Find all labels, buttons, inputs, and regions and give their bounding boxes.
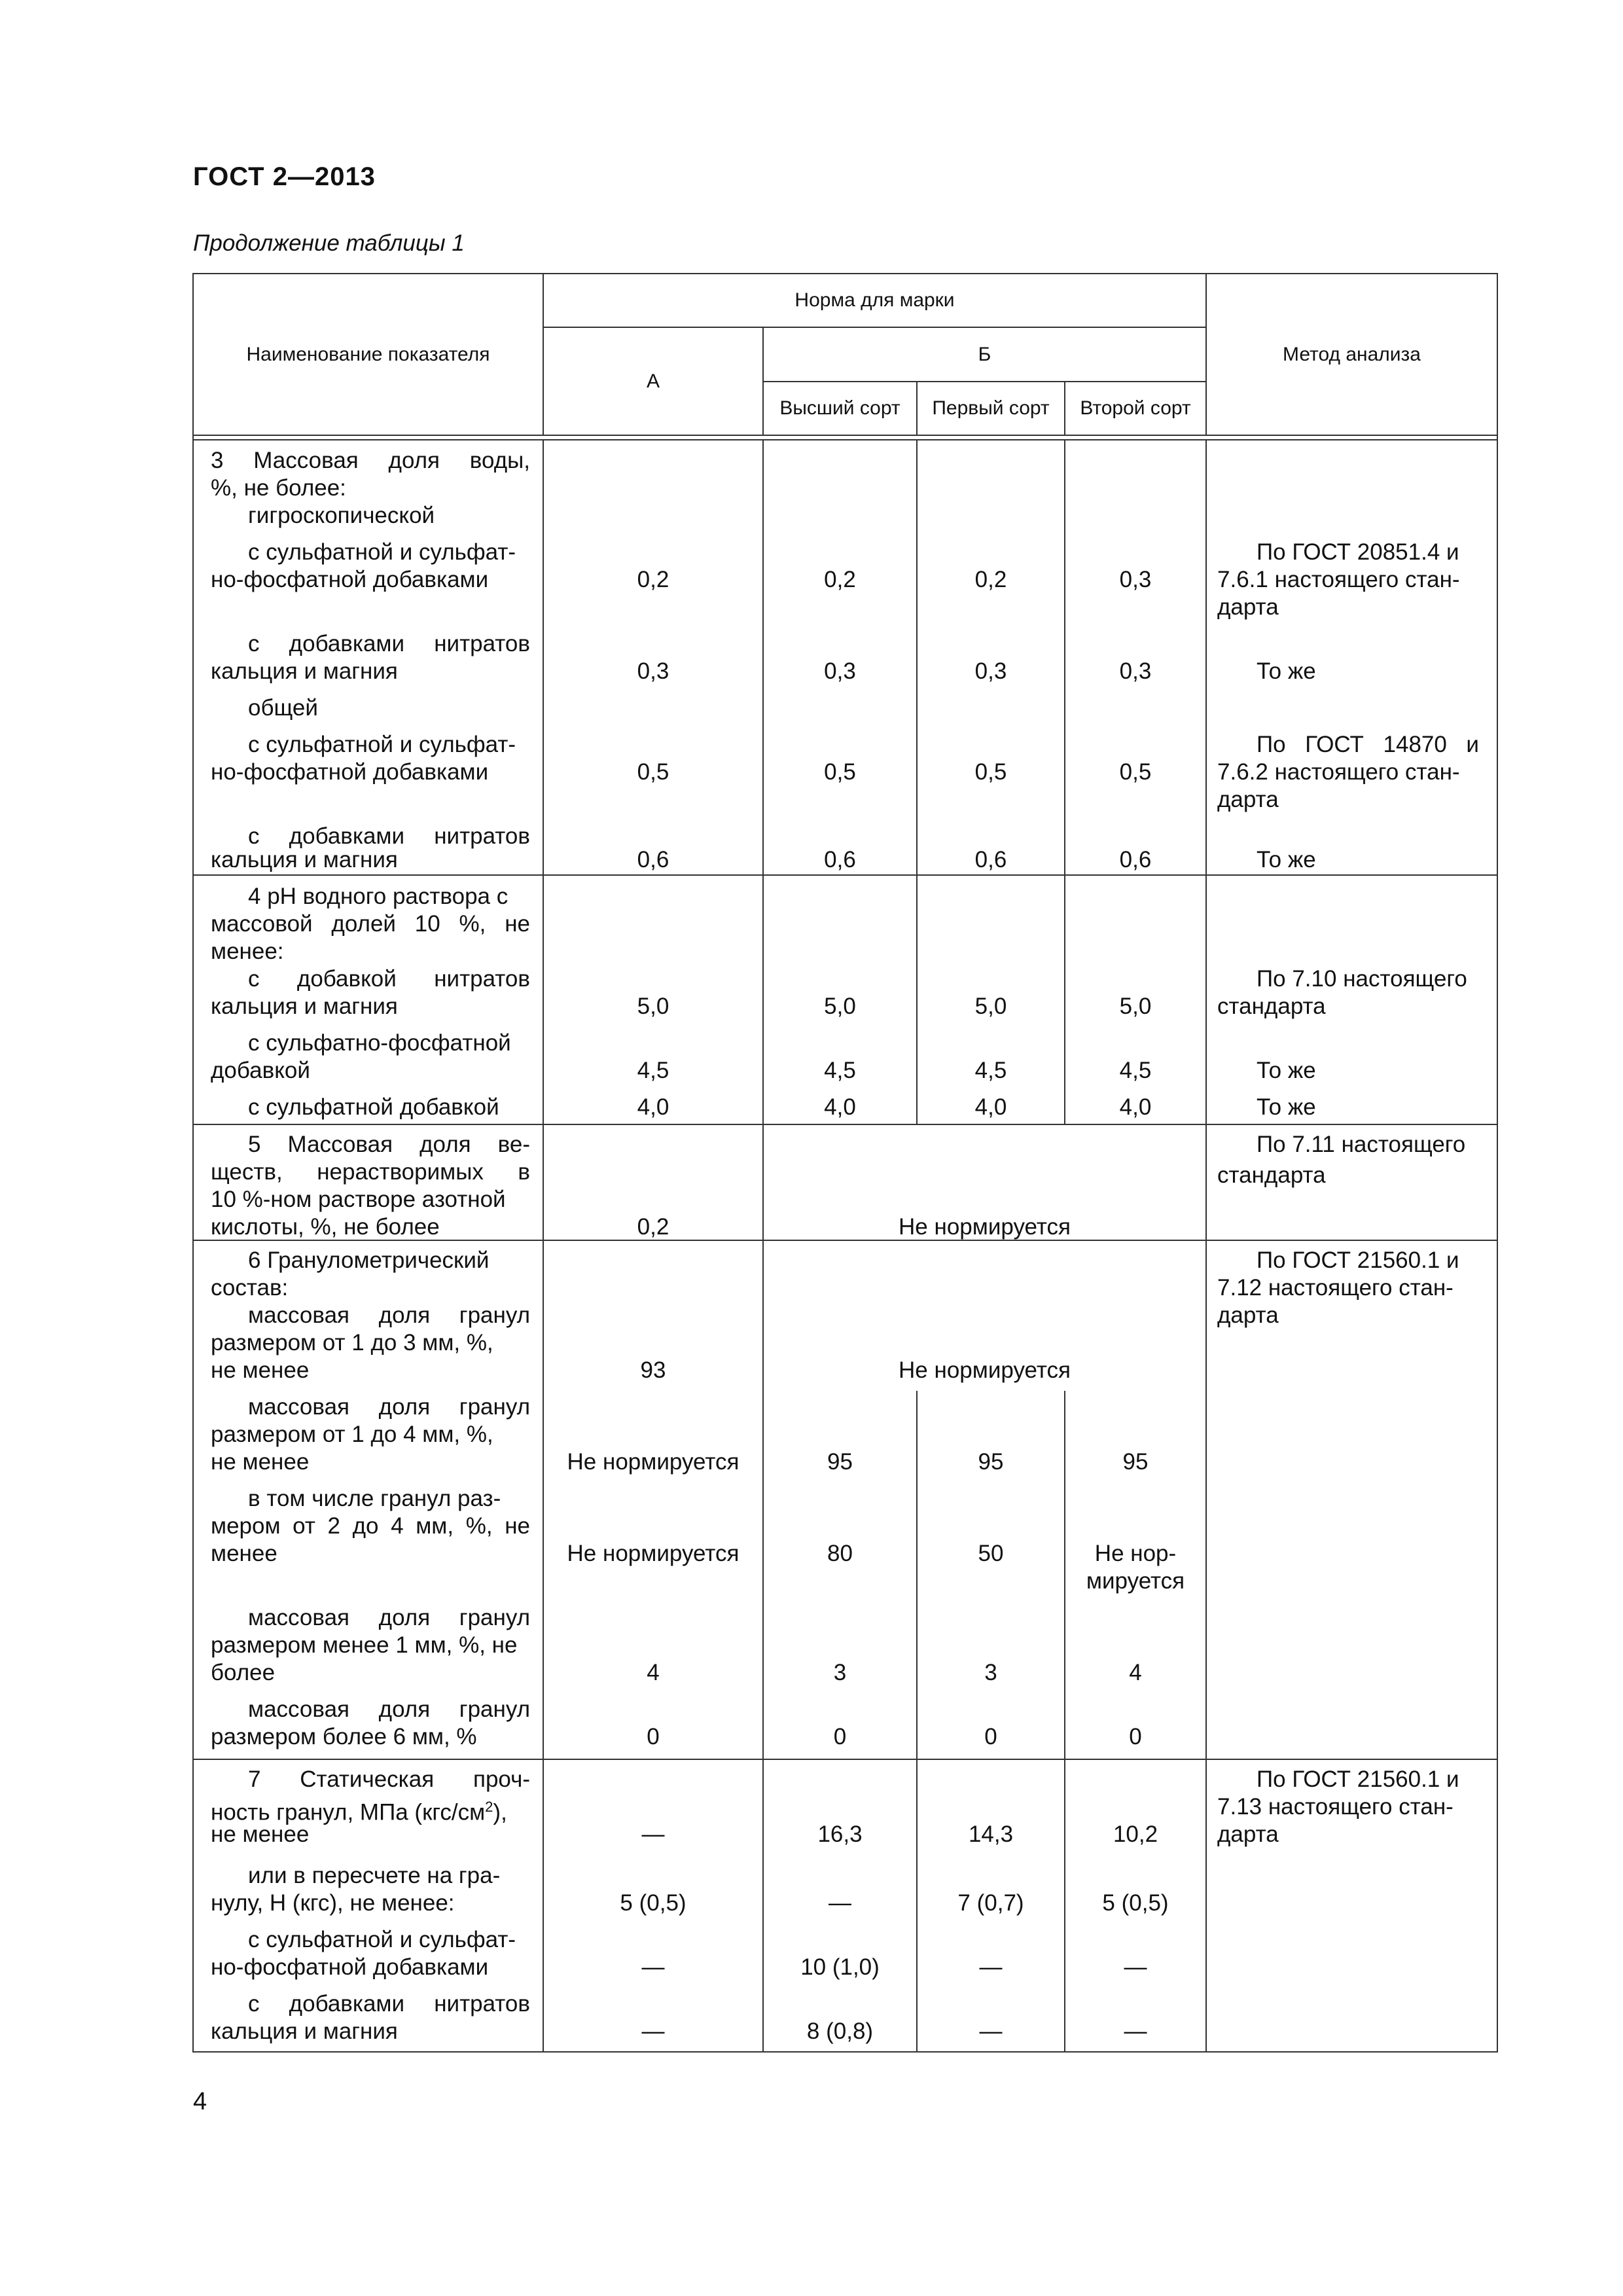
indicator-sub: или в пересчете на гра- <box>248 1863 501 1888</box>
indicator-sub: более <box>211 1660 276 1685</box>
method-cell: По ГОСТ 20851.4 и <box>1257 539 1459 565</box>
indicator-sub: но-фосфатной добавками <box>211 567 489 592</box>
indicator-name-part: ), <box>493 1799 507 1825</box>
method-cell: По 7.11 настоящего <box>1257 1132 1466 1157</box>
value-cell: 95 <box>978 1449 1004 1475</box>
value-cell: — <box>641 1954 665 1980</box>
value-cell: 50 <box>978 1541 1004 1566</box>
value-cell: 5,0 <box>637 994 669 1019</box>
indicator-sub: размером менее 1 мм, %, не <box>211 1632 518 1658</box>
value-cell: 16,3 <box>817 1821 863 1847</box>
value-cell: 0 <box>647 1724 660 1749</box>
method-cell: То же <box>1257 847 1316 872</box>
indicator-sub: нулу, Н (кгс), не менее: <box>211 1890 455 1916</box>
value-cell: 4,5 <box>824 1058 856 1083</box>
value-cell: 0,2 <box>637 567 669 592</box>
value-cell: мируется <box>1086 1568 1185 1594</box>
indicator-sub: но-фосфатной добавками <box>211 1954 489 1980</box>
indicator-sub: в том числе гранул раз- <box>248 1486 501 1511</box>
header-method: Метод анализа <box>1283 344 1421 365</box>
value-cell: — <box>979 2018 1003 2044</box>
value-cell: 8 (0,8) <box>806 2018 874 2044</box>
value-cell: 95 <box>827 1449 853 1475</box>
indicator-name: 5 Массовая доля ве- <box>248 1132 530 1157</box>
method-cell: По ГОСТ 14870 и <box>1257 732 1479 757</box>
value-cell: 0,6 <box>824 847 856 872</box>
superscript: 2 <box>485 1799 493 1815</box>
indicator-sub: с сульфатной добавкой <box>248 1094 499 1120</box>
value-cell: 0,3 <box>824 658 856 684</box>
indicator-sub: менее <box>211 1541 277 1566</box>
value-cell: 3 <box>984 1660 997 1685</box>
indicator-sub: массовая доля гранул <box>248 1302 530 1328</box>
indicator-sub: с добавками нитратов <box>248 631 530 656</box>
table-continuation-caption: Продолжение таблицы 1 <box>193 230 465 256</box>
value-cell: 0,6 <box>637 847 669 872</box>
method-cell: дарта <box>1217 1302 1279 1328</box>
indicator-name: не менее <box>211 1821 310 1847</box>
value-cell: 0,2 <box>824 567 856 592</box>
value-cell: 0,5 <box>1119 759 1152 785</box>
value-cell: 7 (0,7) <box>957 1890 1024 1916</box>
indicator-name: менее: <box>211 939 284 964</box>
value-cell: 5 (0,5) <box>1102 1890 1169 1916</box>
value-cell: 0,3 <box>1119 567 1152 592</box>
indicator-sub: общей <box>248 695 318 721</box>
method-cell: По ГОСТ 21560.1 и <box>1257 1767 1459 1792</box>
value-cell: 80 <box>827 1541 853 1566</box>
value-cell: 0 <box>984 1724 997 1749</box>
indicator-sub: с сульфатной и сульфат- <box>248 539 516 565</box>
standard-header: ГОСТ 2—2013 <box>193 162 376 191</box>
method-cell: 7.12 настоящего стан- <box>1217 1275 1454 1300</box>
method-cell: дарта <box>1217 1821 1279 1847</box>
method-cell: То же <box>1257 1094 1316 1120</box>
value-cell: 0,3 <box>637 658 669 684</box>
indicator-sub: с сульфатно-фосфатной <box>248 1030 511 1056</box>
indicator-sub: кальция и магния <box>211 847 398 872</box>
value-cell: Не нор- <box>1094 1541 1177 1566</box>
method-cell: дарта <box>1217 594 1279 620</box>
value-cell: 5,0 <box>824 994 856 1019</box>
method-cell: стандарта <box>1217 994 1326 1019</box>
indicator-sub: массовая доля гранул <box>248 1696 530 1722</box>
value-cell: 93 <box>640 1357 666 1383</box>
indicator-name: 7 Статическая проч- <box>248 1767 530 1792</box>
indicator-name: кислоты, %, не более <box>211 1214 440 1240</box>
method-cell: 7.13 настоящего стан- <box>1217 1794 1454 1820</box>
header-name-column: Наименование показателя <box>246 344 490 365</box>
value-cell: 95 <box>1122 1449 1149 1475</box>
value-cell: 0,2 <box>637 1214 669 1240</box>
value-cell: 4,5 <box>974 1058 1007 1083</box>
page-number: 4 <box>193 2088 207 2115</box>
method-cell: То же <box>1257 658 1316 684</box>
value-cell: 5,0 <box>1119 994 1152 1019</box>
value-cell: 0,6 <box>1119 847 1152 872</box>
indicator-sub: не менее <box>211 1449 310 1475</box>
value-cell: 4,0 <box>824 1094 856 1120</box>
value-cell: 4,5 <box>1119 1058 1152 1083</box>
value-cell: 0,5 <box>824 759 856 785</box>
value-cell: — <box>979 1954 1003 1980</box>
value-cell: 4 <box>1129 1660 1142 1685</box>
value-cell: 4,0 <box>974 1094 1007 1120</box>
value-cell: 3 <box>833 1660 847 1685</box>
indicator-sub: размером от 1 до 3 мм, %, <box>211 1330 493 1355</box>
value-cell: — <box>1124 1954 1147 1980</box>
method-cell: По 7.10 настоящего <box>1257 966 1467 992</box>
value-cell: Не нормируется <box>899 1357 1071 1383</box>
indicator-sub: мером от 2 до 4 мм, %, не <box>211 1513 530 1539</box>
indicator-sub: размером от 1 до 4 мм, %, <box>211 1422 493 1447</box>
header-grade-1: Высший сорт <box>779 397 901 419</box>
value-cell: 4,0 <box>637 1094 669 1120</box>
value-cell: Не нормируется <box>567 1541 740 1566</box>
indicator-sub: кальция и магния <box>211 994 398 1019</box>
indicator-sub: но-фосфатной добавками <box>211 759 489 785</box>
indicator-name: 10 %-ном растворе азотной <box>211 1187 506 1212</box>
indicator-sub: кальция и магния <box>211 658 398 684</box>
indicator-name: 6 Гранулометрический <box>248 1247 490 1273</box>
header-mark-a: А <box>646 370 660 392</box>
indicator-sub: размером более 6 мм, % <box>211 1724 477 1749</box>
value-cell: 0,5 <box>637 759 669 785</box>
value-cell: 10,2 <box>1113 1821 1158 1847</box>
indicator-sub: добавкой <box>211 1058 310 1083</box>
header-grade-3: Второй сорт <box>1080 397 1191 419</box>
value-cell: Не нормируется <box>899 1214 1071 1240</box>
value-cell: 5,0 <box>974 994 1007 1019</box>
value-cell: — <box>829 1890 851 1916</box>
indicator-sub: гигроскопической <box>248 503 435 528</box>
value-cell: 10 (1,0) <box>800 1954 880 1980</box>
indicator-sub: с сульфатной и сульфат- <box>248 732 516 757</box>
method-cell: стандарта <box>1217 1162 1326 1188</box>
value-cell: 0,2 <box>974 567 1007 592</box>
value-cell: 4,5 <box>637 1058 669 1083</box>
indicator-name: 3 Массовая доля воды, <box>211 448 530 473</box>
indicator-sub: массовая доля гранул <box>248 1605 530 1630</box>
value-cell: 4 <box>647 1660 660 1685</box>
value-cell: 5 (0,5) <box>620 1890 687 1916</box>
value-cell: 0 <box>1129 1724 1142 1749</box>
value-cell: 4,0 <box>1119 1094 1152 1120</box>
indicator-name: ществ, нерастворимых в <box>211 1159 530 1185</box>
indicator-sub: не менее <box>211 1357 310 1383</box>
header-norm: Норма для марки <box>794 289 955 311</box>
value-cell: 0 <box>833 1724 847 1749</box>
indicator-name: массовой долей 10 %, не <box>211 911 530 937</box>
value-cell: 0,3 <box>974 658 1007 684</box>
method-cell: То же <box>1257 1058 1316 1083</box>
indicator-sub: с добавками нитратов <box>248 823 530 849</box>
value-cell: 0,5 <box>974 759 1007 785</box>
indicator-sub: с сульфатной и сульфат- <box>248 1927 516 1952</box>
value-cell: 14,3 <box>968 1821 1014 1847</box>
value-cell: — <box>1124 2018 1147 2044</box>
indicator-name: состав: <box>211 1275 289 1300</box>
indicator-sub: с добавкой нитратов <box>248 966 530 992</box>
value-cell: — <box>641 1821 665 1847</box>
value-cell: — <box>641 2018 665 2044</box>
indicator-name: 4 pH водного раствора с <box>248 884 508 909</box>
value-cell: Не нормируется <box>567 1449 740 1475</box>
method-cell: 7.6.1 настоящего стан- <box>1217 567 1460 592</box>
header-mark-b: Б <box>978 344 991 365</box>
indicator-name: %, не более: <box>211 475 346 501</box>
method-cell: По ГОСТ 21560.1 и <box>1257 1247 1459 1273</box>
indicator-name-part: ность гранул, МПа (кгс/см <box>211 1799 486 1825</box>
indicator-sub: массовая доля гранул <box>248 1394 530 1420</box>
value-cell: 0,6 <box>974 847 1007 872</box>
value-cell: 0,3 <box>1119 658 1152 684</box>
indicator-sub: с добавками нитратов <box>248 1991 530 2017</box>
indicator-sub: кальция и магния <box>211 2018 398 2044</box>
method-cell: дарта <box>1217 787 1279 812</box>
method-cell: 7.6.2 настоящего стан- <box>1217 759 1460 785</box>
header-grade-2: Первый сорт <box>932 397 1050 419</box>
